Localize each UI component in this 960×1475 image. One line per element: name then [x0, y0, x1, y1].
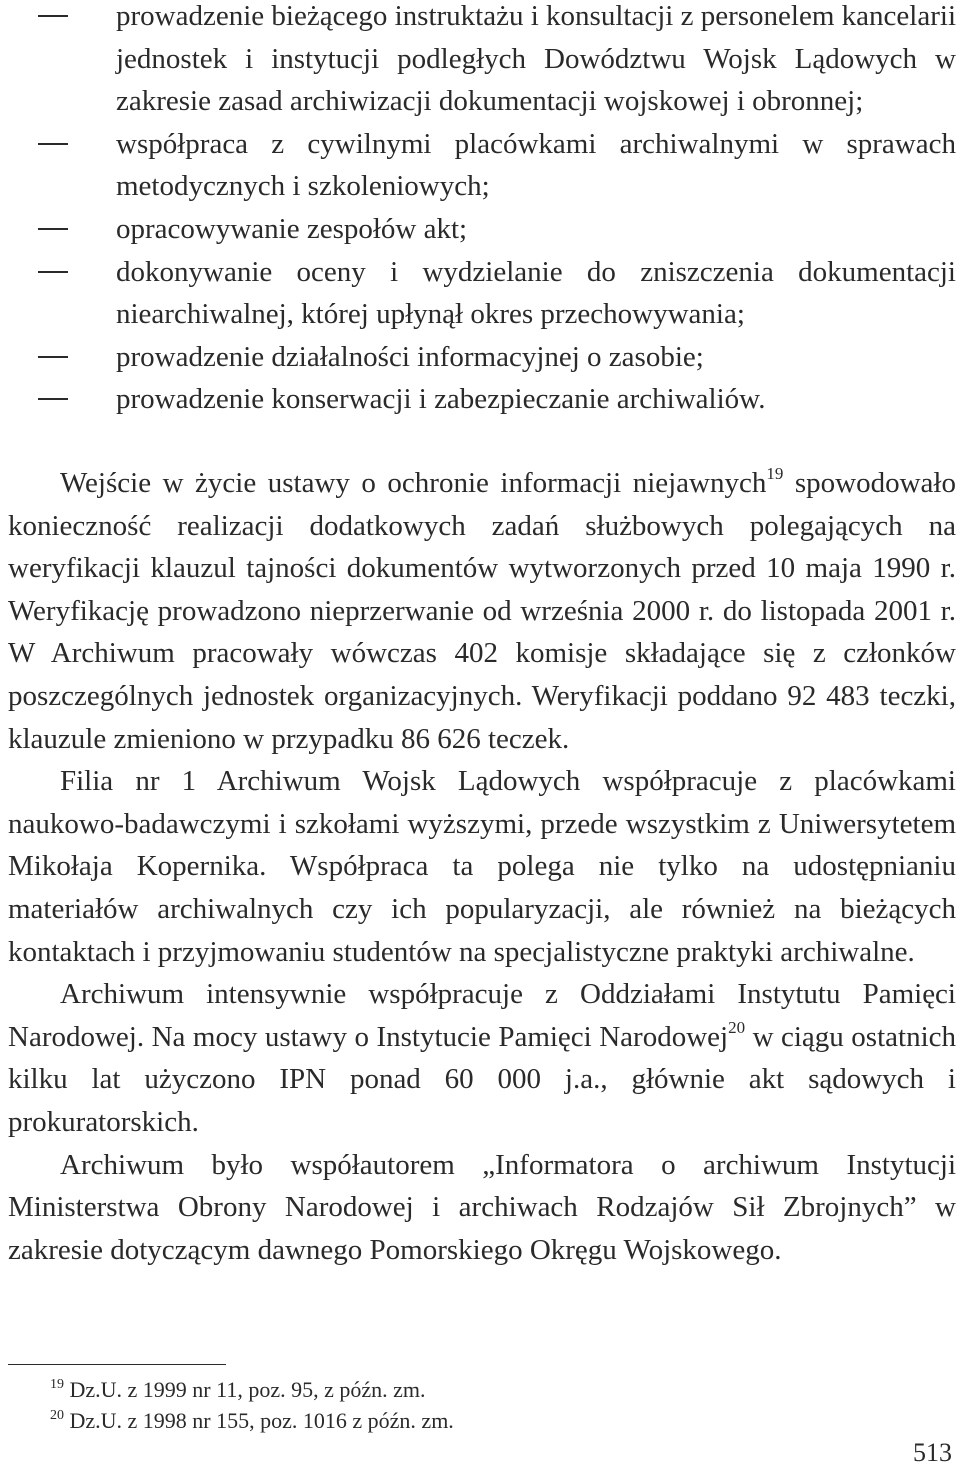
footnote: [50, 1405, 930, 1436]
footnote: [50, 1374, 930, 1405]
body-text: [8, 462, 956, 1271]
footnote-reference[interactable]: 19: [766, 464, 784, 483]
list-item: [8, 0, 956, 123]
paragraph-verification: [8, 462, 956, 760]
list-item: [8, 251, 956, 336]
task-list: [8, 0, 956, 421]
dash-bullet-icon: [38, 398, 68, 400]
list-item-text: współpraca z cywilnymi placówkami archiwalnymi w sprawach metodycznych i szkoleniowych;: [116, 127, 956, 203]
dash-bullet-icon: [38, 228, 68, 230]
dash-bullet-icon: [38, 15, 68, 17]
paragraph-text: Wejście w życie ustawy o ochronie informacji niejawnych: [60, 467, 767, 499]
list-item: [8, 208, 956, 251]
list-item-text: prowadzenie konserwacji i zabezpieczanie archiwaliów.: [116, 383, 766, 416]
list-item: [8, 336, 956, 379]
list-item-text: prowadzenie działalności informacyjnej o zasobie;: [116, 340, 704, 373]
paragraph-cooperation-universities: [8, 760, 956, 973]
paragraph-text: Filia nr 1 Archiwum Wojsk Lądowych współpracuje z placówkami naukowo-badawczymi i szkołami wyższymi, przede wszystkim z Uniwersytetem Mikołaja Kopernika. Współpraca ta polega nie tylko na udostępnianiu materiałów archiwalnych czy ich popularyzacji, ale również na bieżących kontaktach i przyjmowaniu studentów na specjalistyczne praktyki archiwalne.: [8, 765, 956, 968]
paragraph-text: w ciągu ostatnich kilku lat użyczono IPN ponad 60 000 j.a., głównie akt sądowych i prokuratorskich.: [8, 1020, 957, 1138]
footnote-number: 20: [50, 1408, 64, 1423]
footnotes: [50, 1374, 930, 1436]
footnote-separator: [8, 1364, 226, 1365]
paragraph-text: spowodowało konieczność realizacji dodatkowych zadań służbowych polegających na weryfikacji klauzul tajności dokumentów wytworzonych przed 10 maja 1990 r. Weryfikację prowadzono nieprzerwanie od września 2000 r. do listopada 2001 r. W Archiwum pracowały wówczas 402 komisje składające się z członków poszczególnych jednostek organizacyjnych. Weryfikacji poddano 92 483 teczki, klauzule zmieniono w przypadku 86 626 teczek.: [8, 467, 956, 755]
list-item-text: opracowywanie zespołów akt;: [116, 212, 468, 245]
footnote-text: Dz.U. z 1999 nr 11, poz. 95, z późn. zm.: [64, 1377, 426, 1402]
list-item: [8, 378, 956, 421]
list-item-text: prowadzenie bieżącego instruktażu i konsultacji z personelem kancelarii jednostek i instytucji podległych Dowództwu Wojsk Lądowych w zakresie zasad archiwizacji dokumentacji wojskowej i obronnej;: [116, 0, 956, 118]
page-number: 513: [913, 1438, 952, 1467]
footnote-text: Dz.U. z 1998 nr 155, poz. 1016 z późn. zm.: [64, 1408, 454, 1433]
footnote-number: 19: [50, 1377, 64, 1392]
dash-bullet-icon: [38, 271, 68, 273]
paragraph-text: Archiwum było współautorem „Informatora o archiwum Instytucji Ministerstwa Obrony Narodowej i archiwach Rodzajów Sił Zbrojnych” w zakresie dotyczącym dawnego Pomorskiego Okręgu Wojskowego.: [8, 1148, 956, 1266]
dash-bullet-icon: [38, 143, 68, 145]
paragraph-cooperation-ipn: [8, 973, 956, 1143]
footnote-reference[interactable]: 20: [728, 1017, 746, 1037]
paragraph-informator: [8, 1144, 956, 1272]
list-item: [8, 123, 956, 208]
dash-bullet-icon: [38, 356, 68, 358]
list-item-text: dokonywanie oceny i wydzielanie do zniszczenia dokumentacji niearchiwalnej, której upłynął okres przechowywania;: [116, 255, 956, 331]
paragraph-text: Archiwum intensywnie współpracuje z Oddziałami Instytutu Pamięci Narodowej. Na mocy ustawy o Instytucie Pamięci Narodowej: [8, 978, 956, 1053]
